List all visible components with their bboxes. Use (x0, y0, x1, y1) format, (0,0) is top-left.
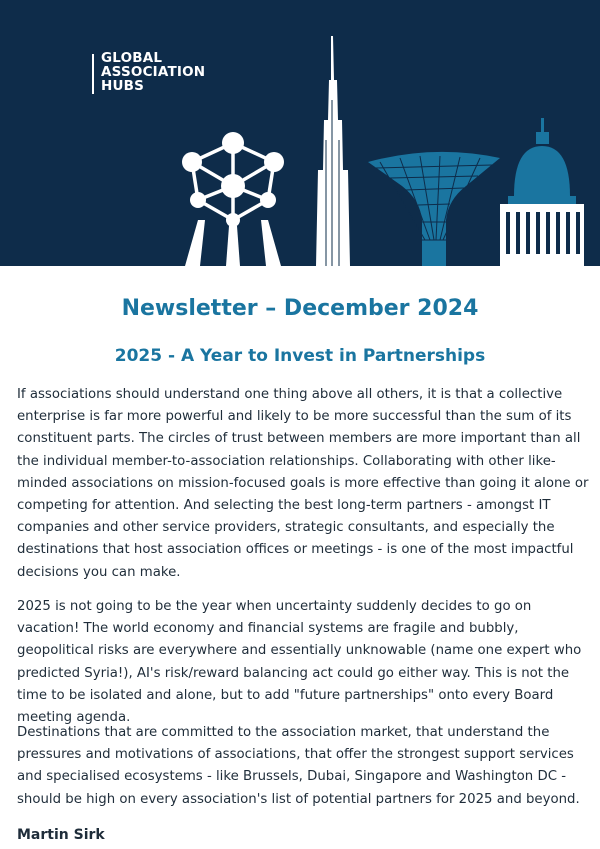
article-paragraph-3: Destinations that are committed to the association market, that understand the pressures and motivations of associations, that offer the strongest support services and specialised ecosystems - like Brussels, Dubai, Singapore and Washington DC - should be high on every association's list of potential partners for 2025 and beyond. (17, 725, 580, 807)
atomium-icon (182, 132, 284, 266)
newsletter-body (0, 266, 600, 849)
capitol-dome-icon (500, 118, 584, 266)
city-skyline-illustration (0, 0, 600, 266)
author-signature: Martin Sirk (17, 827, 105, 843)
supertree-icon (368, 152, 500, 266)
article-paragraph-1: If associations should understand one thing above all others, it is that a collective enterprise is far more powerful and likely to be more successful than the sum of its constituent parts. The circles of trust between members are more important than all the individual member-to-association relationships. Collaborating with other like-minded associations on mission-focused goals is more effective than going it alone or competing for attention. And selecting the best long-term partners - amongst IT companies and other service providers, strategic consultants, and especially the destinations that host association offices or meetings - is one of the most impactful decisions you can make. (17, 387, 589, 580)
brand-line-hubs: HUBS (101, 77, 145, 94)
article-headline: 2025 - A Year to Invest in Partnerships (114, 346, 486, 366)
article-paragraph-2: 2025 is not going to be the year when uncertainty suddenly decides to go on vacation! The world economy and financial systems are fragile and bubbly, geopolitical risks are everywhere and essentially unknowable (name one expert who predicted Syria!), AI's risk/reward balancing act could go either way. This is not the time to be isolated and alone, but to add "future partnerships" onto every Board meeting agenda. (17, 599, 582, 726)
brand-line-global: GLOBAL (101, 50, 163, 66)
burj-khalifa-icon (316, 36, 350, 266)
header-banner (0, 0, 600, 266)
newsletter-title: Newsletter – December 2024 (121, 296, 479, 321)
brand-line-association: ASSOCIATION (101, 63, 206, 80)
